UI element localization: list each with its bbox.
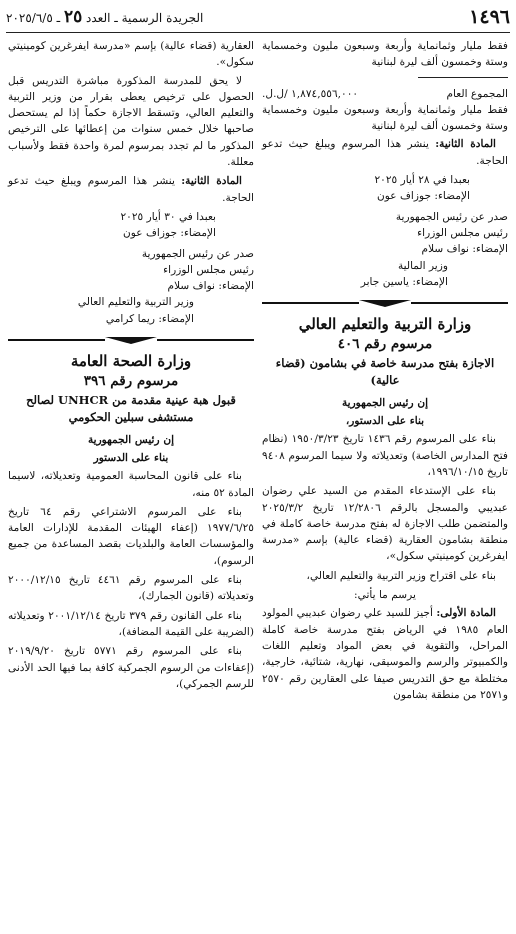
- right-column: [262, 38, 508, 706]
- prime-minister-title: رئيس مجلس الوزراء: [163, 263, 254, 276]
- education-minister-title: وزير التربية والتعليم العالي: [77, 296, 194, 309]
- article-two: [262, 136, 508, 169]
- article-label: المادة الثانية:: [435, 138, 496, 151]
- article-label: المادة الثانية:: [181, 175, 242, 188]
- left-column: [8, 38, 254, 695]
- signature-education: الإمضاء: ريما كرامي: [105, 312, 194, 325]
- president-line: إن رئيس الجمهورية: [341, 396, 429, 409]
- signature-pm: الإمضاء: نواف سلام: [167, 280, 254, 293]
- gazette-title: [6, 7, 203, 27]
- citation: بناء على المرسوم رقم ١٤٣٦ تاريخ ١٩٥٠/٣/٢٣ (نظام فتح المدارس الخاصة) وتعديلاته ولا سيما المرسوم ٩٤٠٨ تاريخ ١٩٩٦/١٠/١٥،: [262, 433, 508, 478]
- total-label: المجموع العام: [446, 87, 508, 100]
- constitution-line: بناء على الدستور: [93, 451, 169, 464]
- signature-president: الإمضاء: جوزاف عون: [123, 227, 216, 240]
- divider-line: [418, 77, 508, 78]
- decree-subject: قبول هبة عينية مقدمة من UNHCR لصالح مستشفى سبلين الحكومي: [26, 392, 236, 424]
- article-text: أجيز للسيد علي رضوان عبديبي المولود العام ١٩٨٥ في الرياض بفتح مدرسة خاصة كاملة المراحل، والتقوية في بعض المواد وتعليم اللغات والكمبيوتر والرسم والموسيقى، نهارية، شتائية، خارجية، مختلطة مع حق التدريس صيفا على العقارين رقم ٢٥٧٠ و٢٥٧١ من منطقة بشامون: [262, 607, 508, 701]
- page-header: [6, 4, 510, 33]
- article-two: [8, 173, 254, 206]
- issue-number: ٢٥: [63, 7, 83, 27]
- article-text: ينشر هذا المرسوم ويبلغ حيث تدعو الحاجة.: [262, 138, 508, 167]
- paragraph: العقارية (قضاء عالية) بإسم «مدرسة ايفرغرين كومينيتي سكول».: [8, 40, 254, 69]
- citation: بناء على القانون رقم ٣٧٩ تاريخ ٢٠٠١/١٢/١٤ وتعديلاته (الضريبة على القيمة المضافة)،: [8, 609, 254, 638]
- citation: بناء على المرسوم رقم ٥٧٧١ تاريخ ٢٠١٩/٩/٢٠ (إعفاءات من الرسوم الجمركية كافة بما فيها الحد الأدنى للرسم الجمركي)،: [8, 645, 254, 690]
- citation: بناء على الإستدعاء المقدم من السيد علي رضوان عبديبي والمسجل بالرقم ١٢/٢٨٠٦ تاريخ ٢٠٢٥/٣/٢ والمتضمن طلب الاجازة له بفتح مدرسة خاصة كاملة في منطقة بشامون العقارية (قضاء عالية) بإسم «مدرسة ايفرغرين كومينيتي سكول»،: [262, 485, 508, 563]
- section-divider: [8, 335, 254, 345]
- gazette-name: الجريدة الرسمية ـ العدد: [86, 11, 204, 25]
- finance-minister-title: وزير المالية: [397, 259, 448, 272]
- president-line: إن رئيس الجمهورية: [87, 433, 175, 446]
- date-line: بعبدا في ٢٨ أيار ٢٠٢٥: [374, 174, 470, 187]
- total-value: ١,٨٧٤,٥٥٦,٠٠٠ /ل.ل.: [262, 87, 359, 100]
- decree-number: مرسوم رقم ٤٠٦: [337, 336, 433, 353]
- total-in-words: فقط مليار وثمانماية وأربعة وسبعون مليون وخمسماية وستة وخمسون ألف ليرة لبنانية: [262, 103, 508, 133]
- citation: بناء على المرسوم الاشتراعي رقم ٦٤ تاريخ ١٩٧٧/٦/٢٥ (إعفاء الهيئات المقدمة للإدارات العامة والمؤسسات العامة والبلديات بقصد المساعدة من جميع الرسوم)،: [8, 505, 254, 567]
- decree-number: مرسوم رقم ٣٩٦: [83, 373, 179, 390]
- issued-by: صدر عن رئيس الجمهورية: [141, 247, 254, 260]
- signature-president: الإمضاء: جوزاف عون: [377, 190, 470, 203]
- amount-in-words: فقط مليار وثمانماية وأربعة وسبعون مليون وخمسماية وستة وخمسون ألف ليرة لبنانية: [262, 40, 508, 69]
- decides-line: يرسم ما يأتي:: [354, 589, 416, 602]
- total-row: [262, 86, 508, 102]
- paragraph: لا يحق للمدرسة المذكورة مباشرة التدريس قبل الحصول على ترخيص يعطى بقرار من وزير التربية والتعليم العالي، وتسقط الاجازة حكماً إذا لم يستحصل صاحبها خلال خمس سنوات من إعطائها على الترخيص المذكور ما لم تجدد بمرسوم لمرة واحدة فقط ولأسباب معللة.: [8, 74, 254, 169]
- issued-by: صدر عن رئيس الجمهورية: [395, 210, 508, 223]
- section-divider: [262, 298, 508, 308]
- citation: بناء على المرسوم رقم ٤٤٦١ تاريخ ٢٠٠٠/١٢/١٥ وتعديلاته (قانون الجمارك)،: [8, 574, 254, 603]
- article-one: [262, 605, 508, 703]
- decree-subject: الاجازة بفتح مدرسة خاصة في بشامون (قضاء عالية): [275, 355, 495, 387]
- issue-date: ـ ٢٠٢٥/٦/٥: [6, 11, 61, 25]
- signature-pm: الإمضاء: نواف سلام: [421, 243, 508, 256]
- ministry-title: وزارة التربية والتعليم العالي: [298, 315, 472, 334]
- article-text: ينشر هذا المرسوم ويبلغ حيث تدعو الحاجة.: [8, 175, 254, 204]
- page-number: ١٤٩٦: [469, 6, 510, 28]
- signature-finance: الإمضاء: ياسين جابر: [360, 275, 448, 288]
- date-line: بعبدا في ٣٠ أيار ٢٠٢٥: [120, 210, 216, 223]
- constitution-line: بناء على الدستور،: [345, 415, 425, 428]
- prime-minister-title: رئيس مجلس الوزراء: [417, 226, 508, 239]
- ministry-title: وزارة الصحة العامة: [70, 352, 192, 371]
- citation: بناء على قانون المحاسبة العمومية وتعديلاته، لاسيما المادة ٥٢ منه،: [8, 470, 254, 499]
- article-label: المادة الأولى:: [436, 607, 496, 620]
- citation: بناء على اقتراح وزير التربية والتعليم العالي،: [306, 569, 496, 582]
